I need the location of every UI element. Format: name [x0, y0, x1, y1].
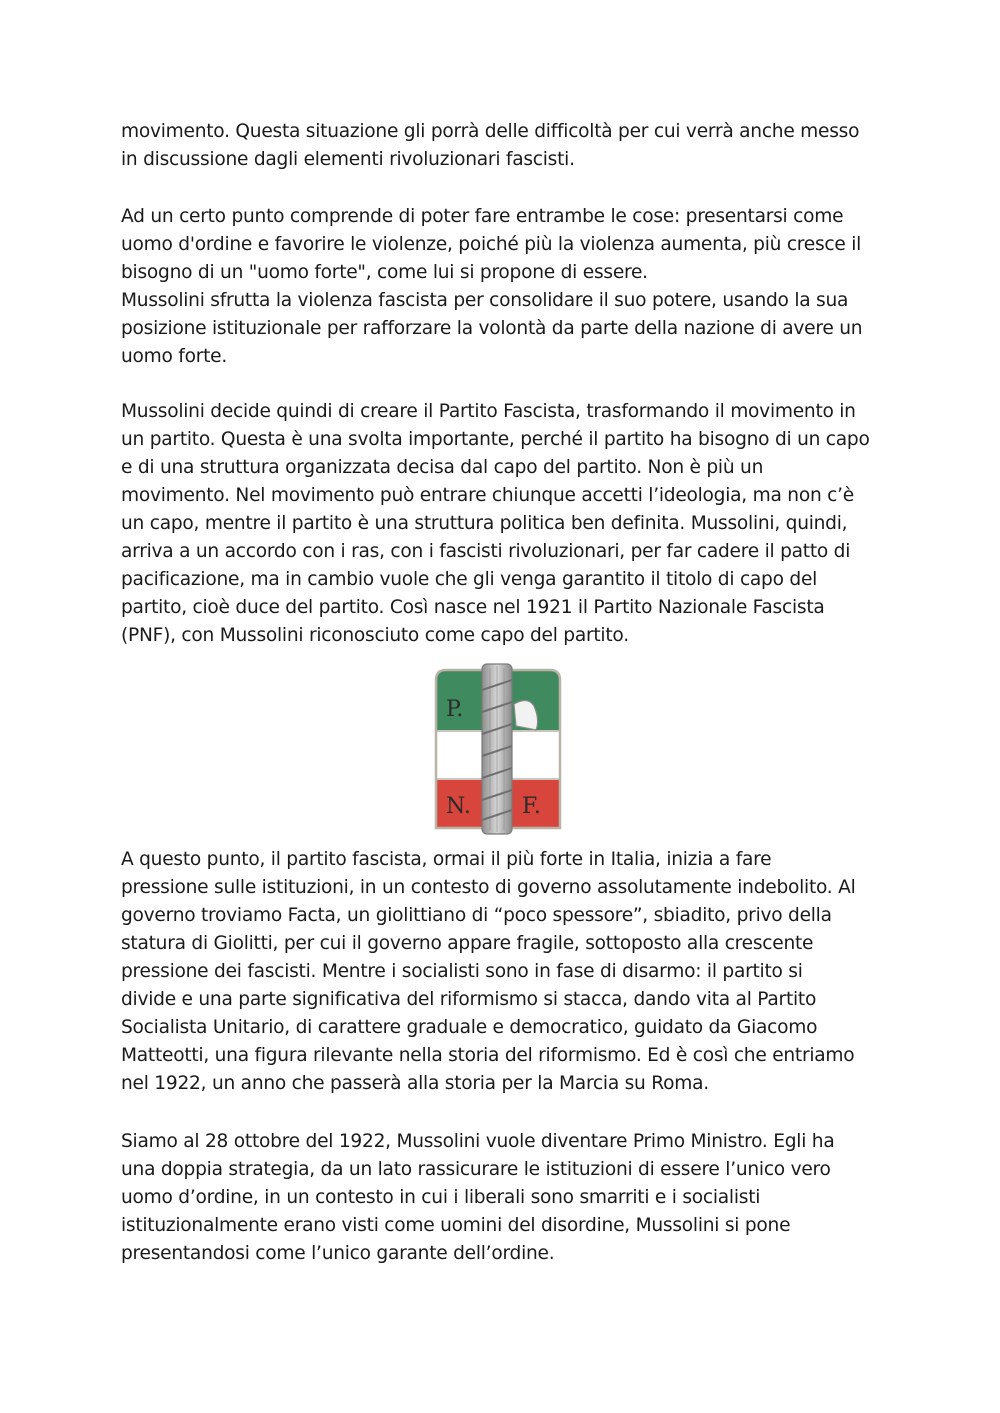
paragraph-2	[121, 203, 891, 371]
paragraph-3-text: Mussolini decide quindi di creare il Partito Fascista, trasformando il movimento in un partito. Questa è una svolta importante, perché il partito ha bisogno di un capo e di una struttura organizzata decisa dal capo del partito. Non è più un movimento. Nel movimento può entrare chiunque accetti l’ideologia, ma non c’è un capo, mentre il partito è una struttura politica ben definita. Mussolini, quindi, arriva a un accordo con i ras, con i fascisti rivoluzionari, per far cadere il patto di pacificazione, ma in cambio vuole che gli venga garantito il titolo di capo del partito, cioè duce del partito. Così nasce nel 1921 il Partito Nazionale Fascista (PNF), con Mussolini riconosciuto come capo del partito.	[121, 401, 870, 646]
paragraph-2-text: Ad un certo punto comprende di poter fare entrambe le cose: presentarsi come uomo d'ordine e favorire le violenze, poiché più la violenza aumenta, più cresce il bisogno di un "uomo forte", come lui si propone di essere. Mussolini sfrutta la violenza fascista per consolidare il suo potere, usando la sua posizione istituzionale per rafforzare la volontà da parte della nazione di avere un uomo forte.	[121, 206, 863, 367]
paragraph-5-text: Siamo al 28 ottobre del 1922, Mussolini vuole diventare Primo Ministro. Egli ha una doppia strategia, da un lato rassicurare le istituzioni di essere l’unico vero uomo d’ordine, in un contesto in cui i liberali sono smarriti e i socialisti istituzionalmente erano visti come uomini del disordine, Mussolini si pone presentandosi come l’unico garante dell’ordine.	[121, 1131, 835, 1264]
paragraph-4	[121, 846, 891, 1098]
pnf-emblem-graphic	[430, 660, 566, 838]
paragraph-1-text: movimento. Questa situazione gli porrà delle difficoltà per cui verrà anche messo in discussione dagli elementi rivoluzionari fascisti.	[121, 121, 860, 170]
paragraph-3	[121, 398, 891, 650]
paragraph-1	[121, 118, 891, 174]
emblem-letter-f: F.	[522, 794, 541, 819]
emblem-letter-p: P.	[446, 697, 464, 722]
paragraph-4-text: A questo punto, il partito fascista, ormai il più forte in Italia, inizia a fare pressione sulle istituzioni, in un contesto di governo assolutamente indebolito. Al governo troviamo Facta, un giolittiano di “poco spessore”, sbiadito, privo della statura di Giolitti, per cui il governo appare fragile, sottoposto alla crescente pressione dei fascisti. Mentre i socialisti sono in fase di disarmo: il partito si divide e una parte significativa del riformismo si stacca, dando vita al Partito Socialista Unitario, di carattere graduale e democratico, guidato da Giacomo Matteotti, una figura rilevante nella storia del riformismo. Ed è così che entriamo nel 1922, un anno che passerà alla storia per la Marcia su Roma.	[121, 849, 856, 1094]
pnf-emblem-image	[430, 660, 566, 838]
paragraph-5	[121, 1128, 891, 1268]
emblem-letter-n: N.	[446, 794, 471, 819]
